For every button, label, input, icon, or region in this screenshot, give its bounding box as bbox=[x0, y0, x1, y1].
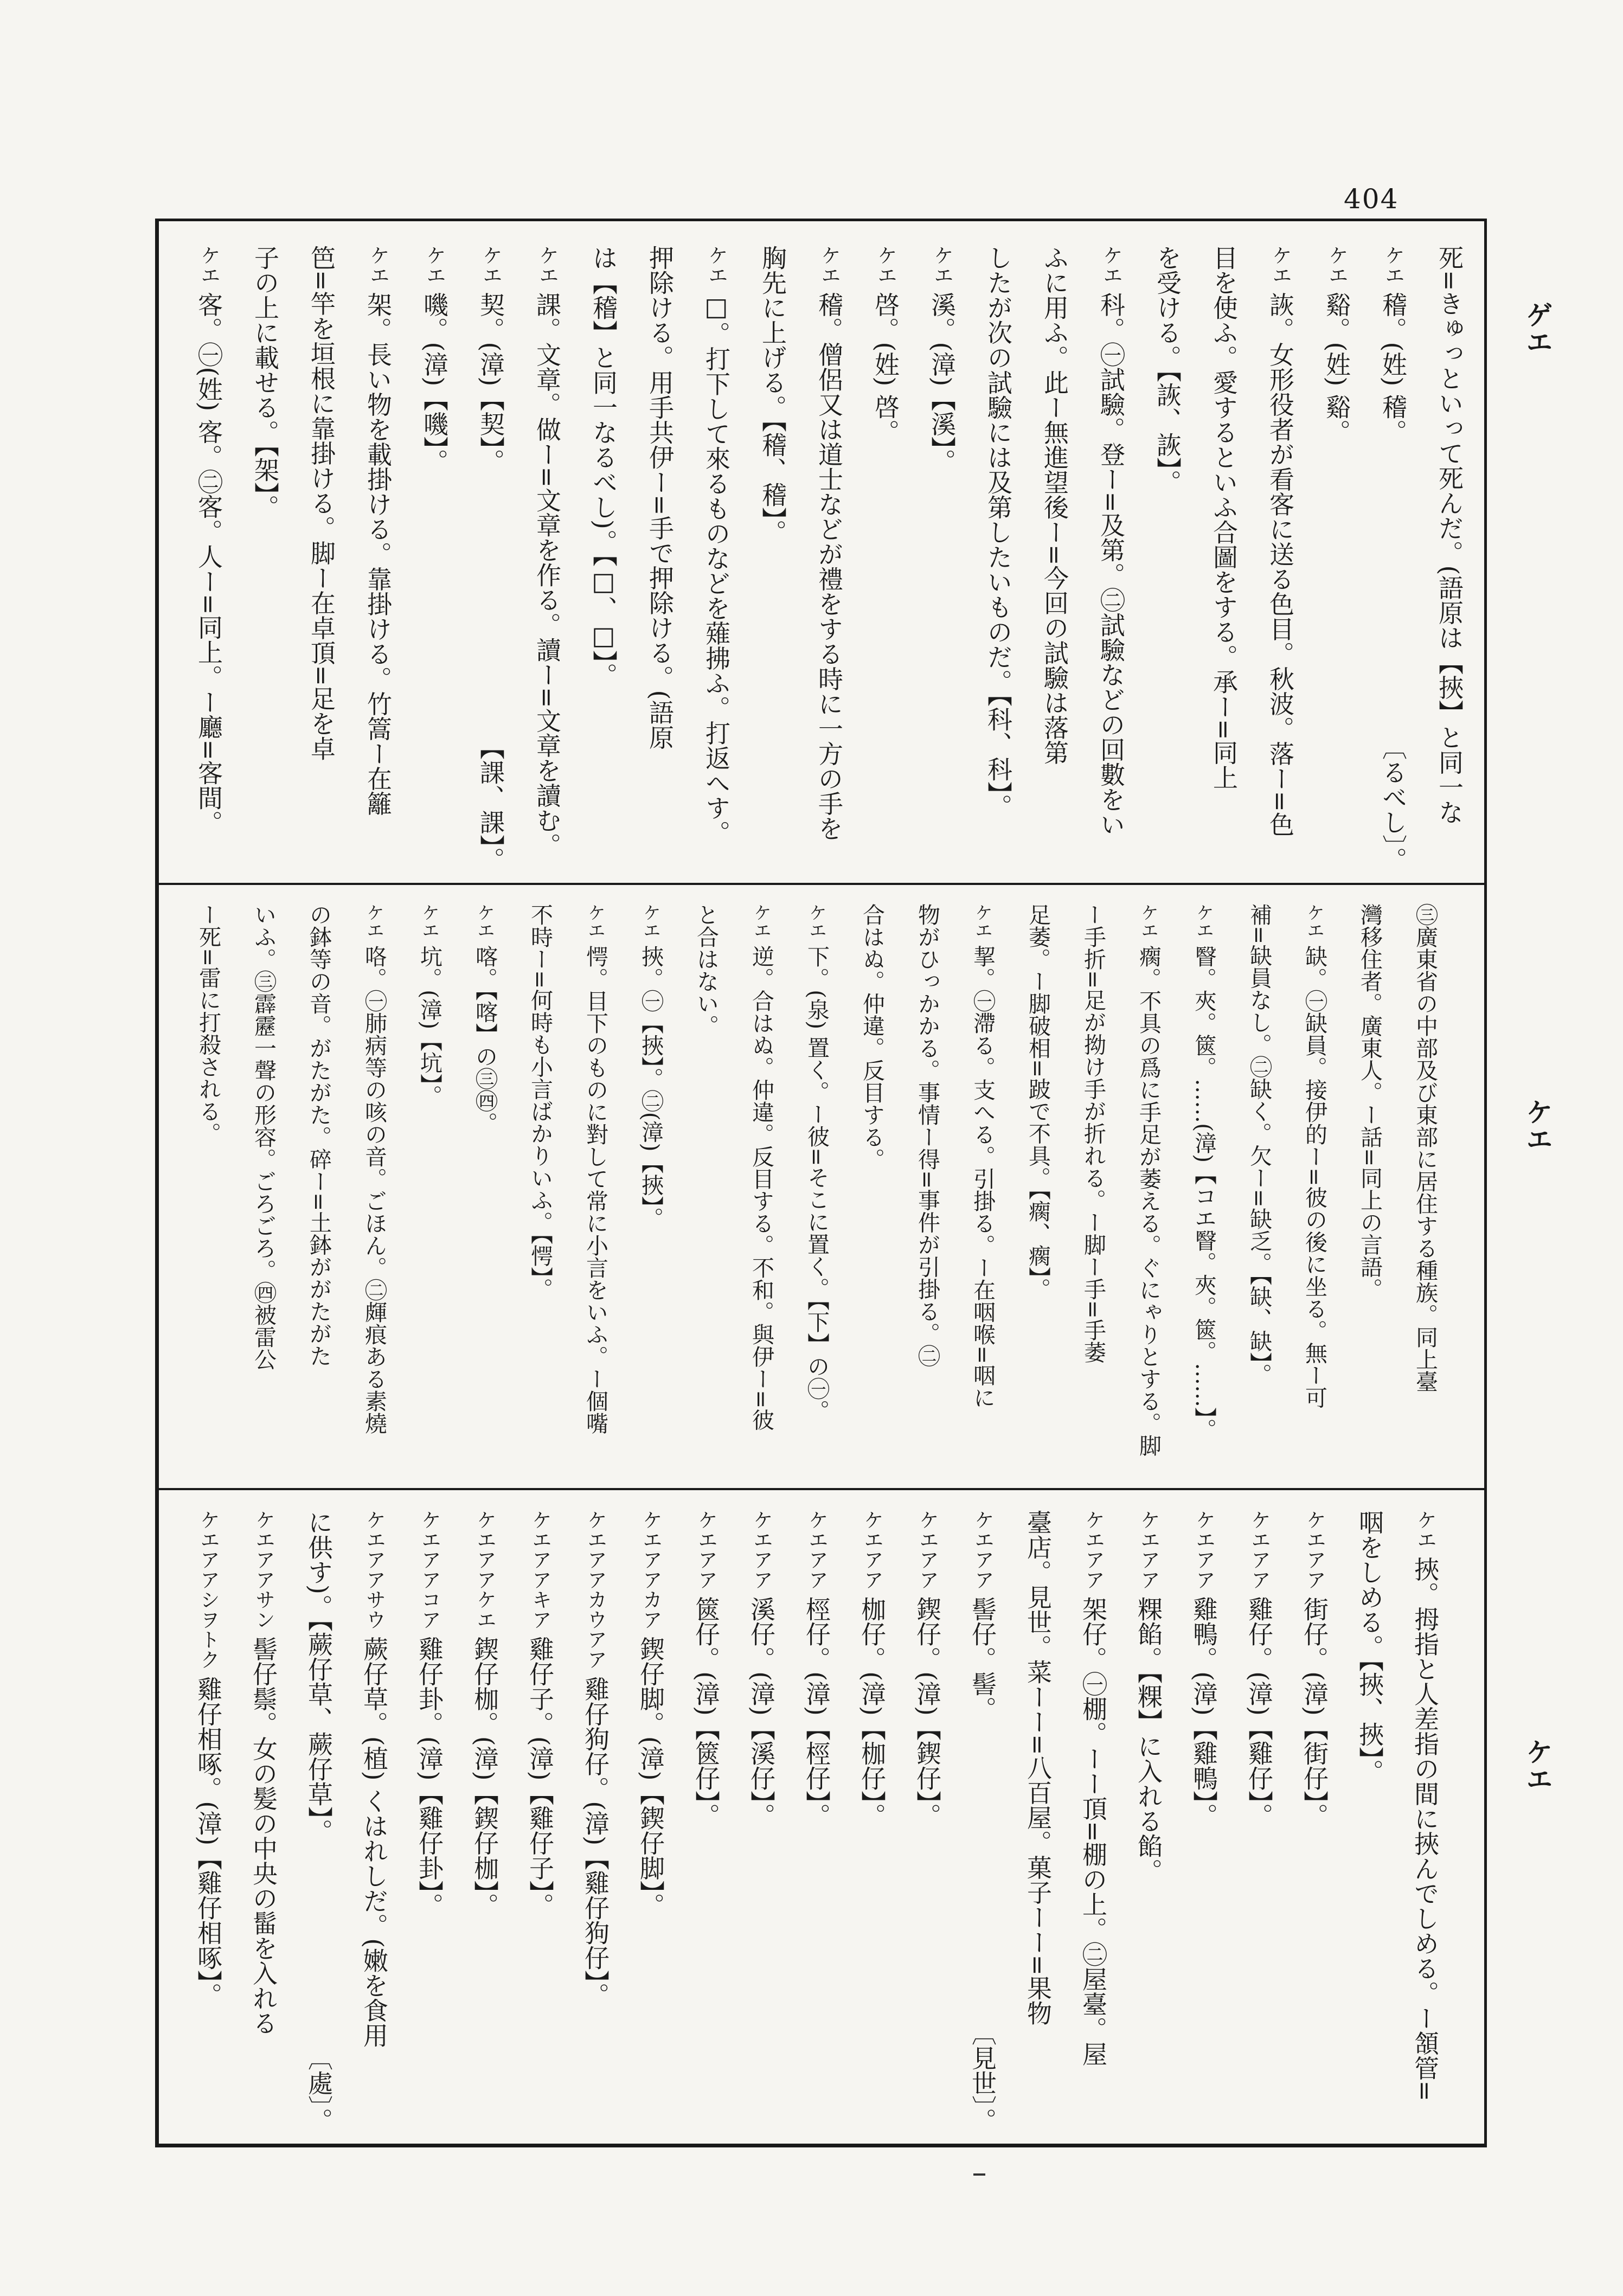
continuation-column bbox=[512, 903, 568, 1488]
entry-column bbox=[568, 1510, 623, 2144]
entry-text: 髻仔鬃。女の髪の中央の髷を入れる bbox=[249, 1636, 278, 2036]
entry-text: 雞鴨。(漳)【雞鴨】。 bbox=[1189, 1596, 1218, 1828]
column-main bbox=[575, 245, 632, 688]
headword-reading: ケエ bbox=[536, 245, 559, 285]
column-main bbox=[857, 245, 914, 444]
continuation-column bbox=[844, 903, 900, 1488]
entry-text: 雞仔子。(漳)【雞仔子】。 bbox=[525, 1636, 555, 1918]
headword-reading: ケエ bbox=[423, 245, 446, 285]
column-main bbox=[623, 1510, 678, 1918]
continuation-tail: 〔るべし〕。 bbox=[1378, 735, 1408, 872]
continuation-column bbox=[575, 245, 632, 883]
entry-column bbox=[457, 1510, 512, 2144]
entry-text: 笆=竿を垣根に靠掛ける。脚ー在卓頂=足を卓 bbox=[307, 245, 336, 761]
headword-reading: ケエアアキア bbox=[529, 1510, 552, 1630]
entry-text: 溪。(漳)【溪】。 bbox=[927, 292, 957, 474]
entry-text: 桱仔。(漳)【桱仔】。 bbox=[802, 1596, 831, 1828]
column-main bbox=[789, 903, 844, 1422]
entry-column bbox=[1397, 1510, 1453, 2144]
headword-reading: ケエ bbox=[972, 903, 993, 939]
headword-reading: ケエ bbox=[1414, 1510, 1437, 1550]
continuation-column bbox=[1196, 245, 1252, 883]
headword-reading: ケエアアサウ bbox=[363, 1510, 386, 1630]
continuation-column bbox=[1010, 903, 1066, 1488]
column-main bbox=[181, 245, 237, 835]
column-main bbox=[801, 245, 857, 841]
headword-reading: ケエアア bbox=[1137, 1510, 1160, 1590]
entry-text: 嘰。(漳)【嘰】。 bbox=[420, 292, 449, 474]
entry-text: 篋仔。(漳)【篋仔】。 bbox=[691, 1596, 721, 1828]
column-main bbox=[1176, 903, 1231, 1441]
column-main bbox=[955, 1510, 1010, 1721]
entry-column bbox=[789, 1510, 844, 2144]
entry-column bbox=[1083, 245, 1139, 883]
column-main bbox=[678, 1510, 734, 1828]
continuation-column bbox=[632, 245, 688, 883]
entry-column bbox=[1066, 1510, 1121, 2144]
continuation-column bbox=[236, 903, 291, 1488]
headword-reading: ケエアア bbox=[1192, 1510, 1216, 1590]
entry-column bbox=[955, 903, 1010, 1488]
continuation-column bbox=[1342, 1510, 1397, 2144]
continuation-column bbox=[237, 245, 293, 883]
entry-column bbox=[512, 1510, 568, 2144]
entry-column bbox=[1365, 245, 1421, 883]
continuation-tail: 〔見世〕。 bbox=[968, 2021, 997, 2133]
entry-text: 蕨仔草。(植) くはれしだ。(嫩を食用 bbox=[360, 1636, 389, 2048]
headword-reading: ケエ bbox=[874, 245, 897, 285]
entry-text: 物がひっかかる。事情ー得=事件が引掛る。㊁ bbox=[914, 903, 940, 1367]
column-main bbox=[293, 245, 350, 761]
column-main bbox=[402, 1510, 457, 1918]
running-header-bottom: ケエ bbox=[1522, 1738, 1554, 1792]
column-main bbox=[1397, 903, 1453, 1393]
entry-column bbox=[568, 903, 623, 1488]
column-main bbox=[1252, 245, 1308, 837]
entry-column bbox=[181, 1510, 236, 2144]
headword-reading: ケエ bbox=[1100, 245, 1123, 285]
column-main bbox=[1308, 245, 1365, 444]
headword-reading: ケエ bbox=[806, 903, 827, 939]
headword-reading: ケエアアコア bbox=[418, 1510, 441, 1630]
band-middle bbox=[159, 885, 1484, 1490]
headword-reading: ケエアア bbox=[1248, 1510, 1271, 1590]
entry-text: に供す)。【蕨仔草、蕨仔草】。 bbox=[304, 1510, 333, 1844]
entry-text: 契。(漳)【契】。 bbox=[476, 292, 505, 474]
entry-text: 稽。(姓) 稽。 bbox=[1378, 292, 1408, 444]
column-main bbox=[236, 1510, 291, 2036]
column-main bbox=[512, 1510, 568, 1918]
entry-text: 押除ける。用手共伊ー=手で押除ける。(語原 bbox=[645, 245, 675, 750]
headword-reading: ケエアア bbox=[971, 1510, 995, 1590]
entry-text: 枷仔。(漳)【枷仔】。 bbox=[857, 1596, 887, 1828]
entry-column bbox=[350, 245, 406, 883]
entry-column bbox=[1231, 1510, 1287, 2144]
headword-reading: ケエ bbox=[818, 245, 841, 285]
headword-reading: ケエ bbox=[364, 903, 384, 939]
continuation-column bbox=[900, 903, 955, 1488]
entry-column bbox=[734, 1510, 789, 2144]
entry-text: 課。文章。做ー=文章を作る。讀ー=文章を讀む。 bbox=[533, 292, 562, 858]
entry-column bbox=[844, 1510, 900, 2144]
column-main bbox=[1010, 1510, 1066, 2025]
entry-column bbox=[900, 1510, 955, 2144]
column-main bbox=[1121, 1510, 1176, 1883]
headword-reading: ケエ bbox=[640, 903, 661, 939]
headword-reading: ケエ bbox=[419, 903, 440, 939]
continuation-column bbox=[1421, 245, 1478, 883]
headword-reading: ケエアア bbox=[916, 1510, 939, 1590]
entry-column bbox=[734, 903, 789, 1488]
entry-column bbox=[1176, 1510, 1231, 2144]
entry-column bbox=[1308, 245, 1365, 883]
headword-reading: ケエ bbox=[1138, 903, 1159, 939]
column-main bbox=[1066, 1510, 1121, 2067]
continuation-column bbox=[1342, 903, 1397, 1488]
continuation-tail: 【課、課】。 bbox=[476, 735, 505, 872]
entry-column bbox=[236, 1510, 291, 2144]
entry-text: 不時ー=何時も小言ばかりいふ。【愕】。 bbox=[527, 903, 553, 1300]
entry-text: ー死=雷に打殺される。 bbox=[195, 903, 221, 1145]
entry-text: 稽。僧侶又は道士などが禮をする時に一方の手を bbox=[814, 292, 844, 841]
headword-reading: ケエ bbox=[585, 903, 606, 939]
column-main bbox=[1342, 1510, 1397, 1784]
headword-reading: ケエ bbox=[197, 245, 221, 285]
column-main bbox=[734, 903, 789, 1431]
column-main bbox=[688, 245, 745, 845]
column-main bbox=[568, 1510, 623, 2008]
entry-text: の鉢等の音。がたがた。碎ー=土鉢ががたがた bbox=[306, 903, 332, 1367]
continuation-column bbox=[181, 903, 236, 1488]
column-main bbox=[519, 245, 575, 858]
headword-reading: ケエ bbox=[367, 245, 390, 285]
entry-column bbox=[914, 245, 970, 883]
entry-column bbox=[347, 1510, 402, 2144]
entry-column bbox=[1121, 1510, 1176, 2144]
column-main bbox=[1342, 903, 1397, 1300]
column-main bbox=[568, 903, 623, 1434]
entry-text: 雞仔相啄。(漳)【雞仔相啄】。 bbox=[194, 1676, 223, 2008]
entry-column bbox=[1287, 903, 1342, 1488]
column-main bbox=[347, 1510, 402, 2048]
entry-text: 髻仔。髻。 bbox=[968, 1596, 997, 1722]
entry-text: 目を使ふ。愛するといふ合圖をする。承ー=同上 bbox=[1209, 245, 1239, 790]
text-frame bbox=[155, 219, 1487, 2147]
entry-text: 溪仔。(漳)【溪仔】。 bbox=[747, 1596, 776, 1828]
column-main bbox=[1231, 903, 1287, 1386]
column-main bbox=[678, 903, 734, 1037]
column-main bbox=[1121, 903, 1176, 1457]
page-number: 404 bbox=[1344, 183, 1399, 215]
column-main bbox=[402, 903, 457, 1107]
column-main bbox=[900, 1510, 955, 1828]
column-main bbox=[512, 903, 568, 1300]
continuation-column bbox=[293, 245, 350, 883]
entry-column bbox=[402, 903, 457, 1488]
column-main bbox=[844, 1510, 900, 1828]
entry-text: 街仔。(漳)【街仔】。 bbox=[1300, 1596, 1329, 1828]
running-header-top: ゲエ bbox=[1522, 301, 1554, 355]
column-main bbox=[914, 245, 970, 473]
headword-reading: ケエアア bbox=[1082, 1510, 1105, 1590]
headword-reading: ケエ bbox=[474, 903, 495, 939]
entry-text: ふに用ふ。此ー無進望後ー=今回の試驗は落第 bbox=[1040, 245, 1069, 765]
column-main bbox=[350, 245, 406, 816]
entry-text: 補=缺員なし。㊁缺く。欠ー=缺乏。【缺、缺】。 bbox=[1246, 903, 1272, 1386]
entry-text: 挾。㊀【挾】。㊁(漳)【挾】。 bbox=[638, 945, 664, 1230]
headword-reading: ケエ bbox=[1382, 245, 1405, 285]
continuation-column bbox=[1010, 1510, 1066, 2144]
entry-text: 合はぬ。仲違。反目する。 bbox=[859, 903, 885, 1170]
entry-text: を受ける。【詼、詼】。 bbox=[1153, 245, 1182, 495]
column-main bbox=[347, 903, 402, 1434]
entry-column bbox=[678, 1510, 734, 2144]
entry-text: と合はない。 bbox=[693, 903, 719, 1037]
headword-reading: ケエアア bbox=[1303, 1510, 1326, 1590]
column-main bbox=[236, 903, 291, 1370]
column-main bbox=[1176, 1510, 1231, 1828]
entry-column bbox=[406, 245, 463, 883]
continuation-tail: 〔處〕。 bbox=[304, 2045, 333, 2133]
column-main bbox=[291, 903, 347, 1367]
headword-reading: ケエアアケエ bbox=[473, 1510, 497, 1630]
headword-reading: ケエアア bbox=[750, 1510, 773, 1590]
headword-reading: ケエ bbox=[931, 245, 954, 285]
headword-reading: ケエアアカウアア bbox=[584, 1510, 607, 1670]
column-main bbox=[237, 245, 293, 520]
headword-reading: ケエ bbox=[1194, 903, 1214, 939]
bottom-tick-mark bbox=[973, 2173, 985, 2176]
entry-column bbox=[857, 245, 914, 883]
entry-text: 瘸。不具の爲に手足が萎える。ぐにゃりとする。脚 bbox=[1136, 945, 1162, 1457]
column-main bbox=[900, 903, 955, 1367]
entry-text: 鍥仔。(漳)【鍥仔】。 bbox=[913, 1596, 942, 1828]
headword-reading: ケエ bbox=[705, 245, 728, 285]
column-main bbox=[1027, 245, 1083, 765]
entry-column bbox=[623, 903, 678, 1488]
entry-column bbox=[181, 245, 237, 883]
entry-text: 客。㊀(姓) 客。㊁客。人ー=同上。ー廳=客間。 bbox=[194, 292, 223, 836]
band-top bbox=[159, 221, 1484, 885]
entry-text: 足萎。ー脚破相=跛で不具。【瘸、瘸】。 bbox=[1025, 903, 1051, 1300]
entry-text: 啓。(姓) 啓。 bbox=[871, 292, 900, 444]
headword-reading: ケエ bbox=[1269, 245, 1292, 285]
headword-reading: ケエアアサン bbox=[252, 1510, 275, 1630]
continuation-column bbox=[745, 245, 801, 883]
entry-text: 瞖。夾。篋。……(漳)【コエ瞖。夾。篋。……】。 bbox=[1191, 945, 1217, 1441]
column-main bbox=[632, 245, 688, 750]
entry-text: 灣移住者。廣東人。ー話=同上の言語。 bbox=[1357, 903, 1383, 1300]
entry-text: 雞仔。(漳)【雞仔】。 bbox=[1244, 1596, 1274, 1828]
headword-reading: ケエアアカア bbox=[639, 1510, 663, 1630]
column-main bbox=[181, 1510, 236, 2008]
entry-column bbox=[623, 1510, 678, 2144]
entry-text: 架仔。㊀棚。ーー頂=棚の上。㊁屋臺。屋 bbox=[1079, 1596, 1108, 2067]
entry-column bbox=[463, 245, 519, 883]
entry-text: 下。(泉) 置く。ー彼=そこに置く。【下】の㊀。 bbox=[804, 945, 830, 1422]
entry-text: 子の上に載せる。【架】。 bbox=[251, 245, 280, 520]
entry-text: 谿。(姓) 谿。 bbox=[1322, 292, 1351, 444]
column-main bbox=[844, 903, 900, 1170]
column-main bbox=[1397, 1510, 1453, 2101]
column-main bbox=[463, 245, 519, 473]
column-main bbox=[1139, 245, 1196, 495]
column-main bbox=[734, 1510, 789, 1828]
entry-text: 喀。【喀】の㊂㊃。 bbox=[472, 945, 498, 1134]
column-main bbox=[789, 1510, 844, 1828]
entry-text: 臺店。見世。菜ーー=八百屋。菓子ーー=果物 bbox=[1023, 1510, 1053, 2026]
entry-text: ㊂廣東省の中部及び東部に居住する種族。同上臺 bbox=[1412, 903, 1438, 1393]
headword-reading: ケエ bbox=[1325, 245, 1349, 285]
column-main bbox=[406, 245, 463, 473]
column-main bbox=[1066, 903, 1121, 1363]
entry-text: 詼。女形役者が看客に送る色目。秋波。落ー=色 bbox=[1266, 292, 1295, 837]
entry-column bbox=[347, 903, 402, 1488]
entry-text: いふ。㊂霹靂一聲の形容。ごろごろ。㊃被雷公 bbox=[251, 903, 277, 1370]
entry-text: 雞仔狗仔。(漳)【雞仔狗仔】。 bbox=[581, 1676, 610, 2008]
column-main bbox=[1287, 1510, 1342, 1828]
entry-text: 逆。合はぬ。仲違。反目する。不和。與伊ー=彼 bbox=[748, 945, 774, 1431]
headword-reading: ケエ bbox=[751, 903, 772, 939]
column-main bbox=[1083, 245, 1139, 837]
headword-reading: ケエアア bbox=[861, 1510, 884, 1590]
entry-text: 咽をしめる。【挾、挾】。 bbox=[1355, 1510, 1384, 1784]
entry-column bbox=[801, 245, 857, 883]
column-main bbox=[457, 903, 512, 1134]
column-main bbox=[1231, 1510, 1287, 1828]
entry-text: 粿餡。【粿】に入れる餡。 bbox=[1134, 1596, 1163, 1884]
entry-text: 鍥仔脚。(漳)【鍥仔脚】。 bbox=[636, 1636, 665, 1918]
column-main bbox=[1196, 245, 1252, 790]
column-main bbox=[1010, 903, 1066, 1300]
continuation-column bbox=[291, 1510, 347, 2144]
running-header-middle: ケエ bbox=[1522, 1098, 1554, 1152]
entry-text: 架。長い物を載掛ける。靠掛ける。竹篙ー在籬 bbox=[363, 292, 393, 816]
column-main bbox=[291, 1510, 347, 1844]
entry-text: したが次の試驗には及第したいものだ。【科、科】。 bbox=[984, 245, 1013, 819]
entry-column bbox=[402, 1510, 457, 2144]
column-main bbox=[623, 903, 678, 1229]
headword-reading: ケエアアシヲトク bbox=[197, 1510, 220, 1670]
entry-text: 雞仔卦。(漳)【雞仔卦】。 bbox=[415, 1636, 444, 1918]
continuation-column bbox=[1027, 245, 1083, 883]
entry-text: 死=きゅっといって死んだ。(語原は【挾】と同一な bbox=[1435, 245, 1464, 825]
entry-column bbox=[1287, 1510, 1342, 2144]
column-main bbox=[970, 245, 1027, 819]
entry-text: 缺。㊀缺員。接伊的ー=彼の後に坐る。無ー可 bbox=[1301, 945, 1327, 1409]
entry-column bbox=[1121, 903, 1176, 1488]
band-bottom bbox=[159, 1490, 1484, 2144]
entry-column bbox=[519, 245, 575, 883]
continuation-column bbox=[1066, 903, 1121, 1488]
entry-text: 咯。㊀肺病等の咳の音。ごほん。㊁皹痕ある素燒 bbox=[361, 945, 387, 1435]
entry-text: □。打下して來るものなどを薙拂ふ。打返へす。 bbox=[702, 292, 731, 845]
column-main bbox=[457, 1510, 512, 1918]
continuation-column bbox=[1397, 903, 1453, 1488]
entry-column bbox=[1176, 903, 1231, 1488]
continuation-column bbox=[291, 903, 347, 1488]
column-main bbox=[1365, 245, 1421, 444]
continuation-column bbox=[970, 245, 1027, 883]
entry-text: 挾。拇指と人差指の間に挾んでしめる。ー頷管= bbox=[1410, 1556, 1440, 2102]
column-main bbox=[1421, 245, 1478, 825]
entry-text: は【稽】と同一なるべし)。【□、□】。 bbox=[589, 245, 618, 688]
headword-reading: ケエアア bbox=[695, 1510, 718, 1590]
entry-text: 愕。目下のものに對して常に小言をいふ。ー個嘴 bbox=[582, 945, 608, 1435]
column-main bbox=[745, 245, 801, 544]
continuation-column bbox=[1139, 245, 1196, 883]
continuation-column bbox=[1231, 903, 1287, 1488]
headword-reading: ケエ bbox=[479, 245, 503, 285]
entry-text: 挈。㊀滯る。支へる。引掛る。ー在咽喉=咽に bbox=[970, 945, 996, 1409]
entry-text: ー手折=足が拗け手が折れる。ー脚ー手=手萎 bbox=[1080, 903, 1106, 1363]
entry-column bbox=[789, 903, 844, 1488]
continuation-column bbox=[678, 903, 734, 1488]
entry-column bbox=[955, 1510, 1010, 2144]
headword-reading: ケエアア bbox=[805, 1510, 829, 1590]
column-main bbox=[1287, 903, 1342, 1408]
entry-text: 胸先に上げる。【稽、稽】。 bbox=[758, 245, 787, 544]
headword-reading: ケエ bbox=[1304, 903, 1325, 939]
entry-column bbox=[1252, 245, 1308, 883]
column-main bbox=[955, 903, 1010, 1408]
entry-text: 鍥仔枷。(漳)【鍥仔枷】。 bbox=[470, 1636, 499, 1918]
column-main bbox=[181, 903, 236, 1144]
entry-column bbox=[457, 903, 512, 1488]
entry-column bbox=[688, 245, 745, 883]
entry-text: 坑。(漳)【坑】。 bbox=[416, 945, 442, 1107]
entry-text: 科。㊀試驗。登ー=及第。㊁試驗などの回數をい bbox=[1096, 292, 1126, 837]
